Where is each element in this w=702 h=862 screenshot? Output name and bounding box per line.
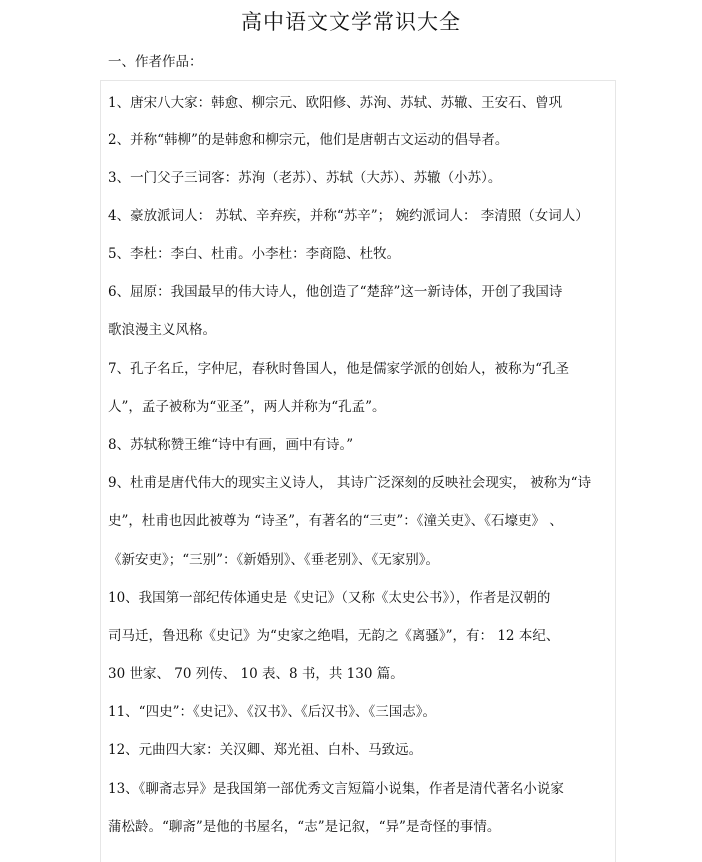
text-line: 1、唐宋八大家：韩愈、柳宗元、欧阳修、苏洵、苏轼、苏辙、王安石、曾巩	[108, 95, 563, 111]
text-line: 4、豪放派词人： 苏轼、辛弃疾，并称“苏辛”； 婉约派词人： 李清照（女词人）	[108, 208, 589, 224]
text-line: 7、孔子名丘，字仲尼，春秋时鲁国人，他是儒家学派的创始人，被称为“孔圣	[108, 361, 569, 377]
text-line: 12、元曲四大家：关汉卿、郑光祖、白朴、马致远。	[108, 742, 423, 758]
text-line: 《新安吏》；“三别”：《新婚别》、《垂老别》、《无家别》。	[108, 552, 440, 568]
text-line: 3、一门父子三词客：苏洵（老苏）、苏轼（大苏）、苏辙（小苏）。	[108, 170, 502, 186]
text-line: 8、苏轼称赞王维“诗中有画，画中有诗。”	[108, 437, 354, 453]
text-line: 歌浪漫主义风格。	[108, 322, 216, 338]
text-line: 6、屈原：我国最早的伟大诗人，他创造了“楚辞”这一新诗体，开创了我国诗	[108, 284, 563, 300]
text-line: 蒲松龄。“聊斋”是他的书屋名，“志”是记叙，“异”是奇怪的事情。	[108, 819, 501, 835]
text-line: 9、杜甫是唐代伟大的现实主义诗人， 其诗广泛深刻的反映社会现实， 被称为“诗	[108, 475, 592, 491]
text-line: 13、《聊斋志异》是我国第一部优秀文言短篇小说集，作者是清代著名小说家	[108, 781, 564, 797]
text-line: 10、我国第一部纪传体通史是《史记》（又称《太史公书》），作者是汉朝的	[108, 590, 551, 606]
text-line: 人”，孟子被称为“亚圣”，两人并称为“孔孟”。	[108, 399, 386, 415]
text-line: 30 世家、 70 列传、 10 表、8 书，共 130 篇。	[108, 666, 404, 682]
text-line: 11、“四史”：《史记》、《汉书》、《后汉书》、《三国志》。	[108, 704, 436, 720]
document-title: 高中语文文学常识大全	[241, 10, 461, 34]
text-line: 2、并称“韩柳”的是韩愈和柳宗元，他们是唐朝古文运动的倡导者。	[108, 132, 509, 148]
text-line: 司马迁，鲁迅称《史记》为“史家之绝唱，无韵之《离骚》”，有： 12 本纪、	[108, 628, 560, 644]
text-line: 史”，杜甫也因此被尊为 “诗圣”，有著名的“三吏”：《潼关吏》、《石壕吏》 、	[108, 513, 563, 529]
text-line: 5、李杜：李白、杜甫。小李杜：李商隐、杜牧。	[108, 246, 401, 262]
section-heading: 一、作者作品：	[108, 54, 203, 70]
